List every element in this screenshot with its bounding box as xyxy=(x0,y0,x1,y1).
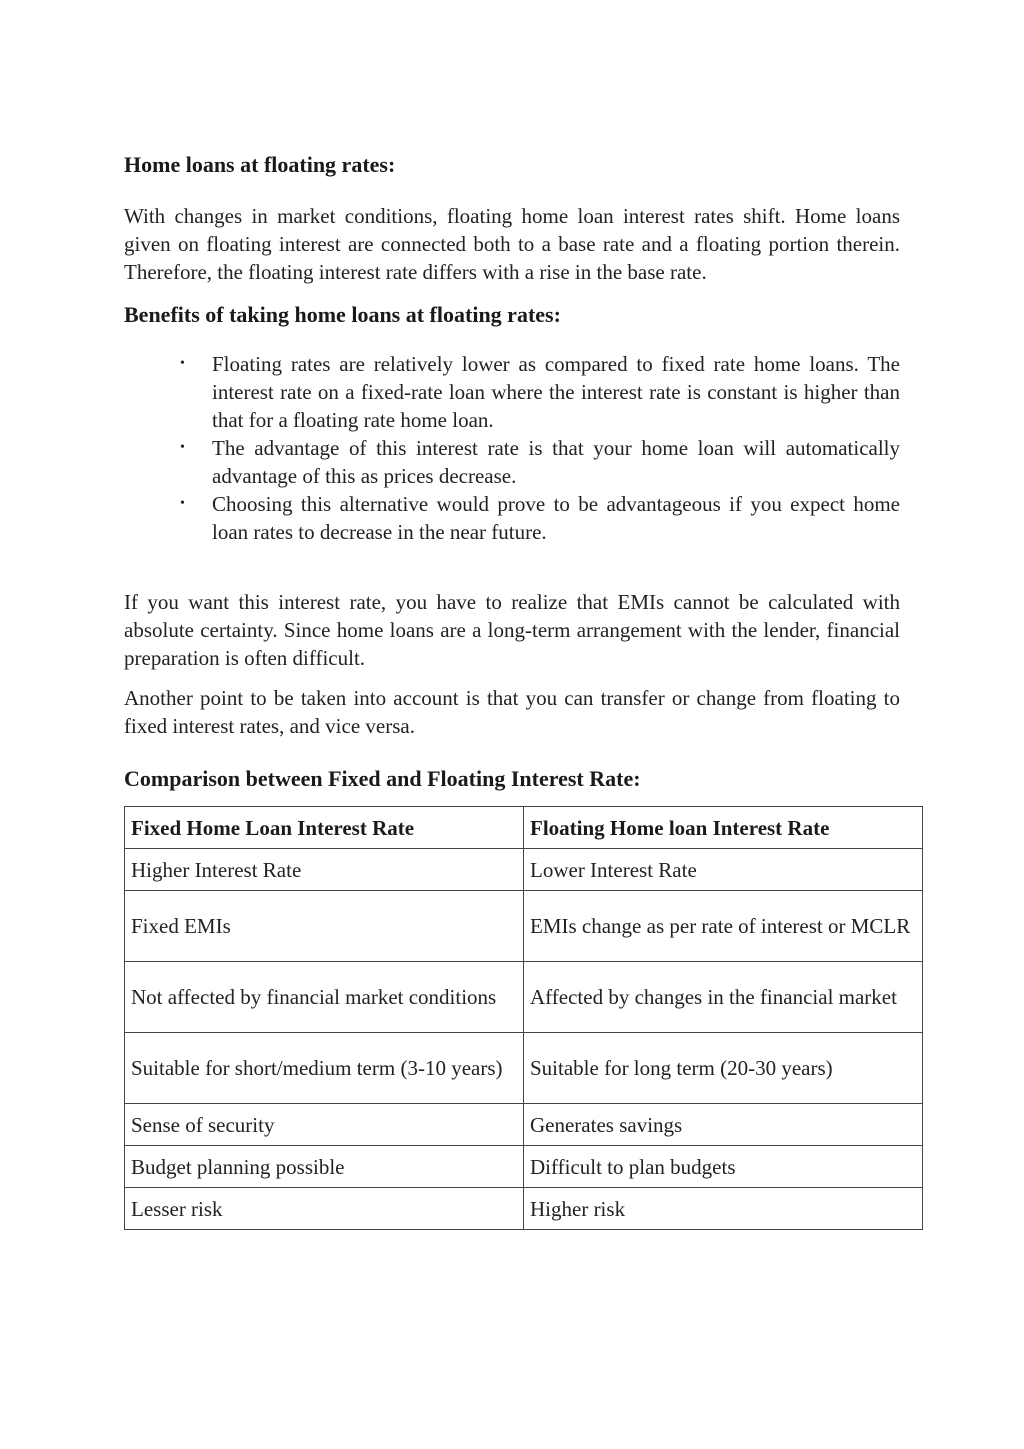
table-row xyxy=(125,1104,923,1146)
comparison-heading: Comparison between Fixed and Floating Interest Rate: xyxy=(124,766,641,791)
table-cell-floating: Generates savings xyxy=(524,1104,923,1146)
table-cell-fixed: Suitable for short/medium term (3-10 years) xyxy=(125,1033,524,1104)
table-row xyxy=(125,849,923,891)
table-cell-fixed: Higher Interest Rate xyxy=(125,849,524,891)
table-row xyxy=(125,891,923,962)
list-item-text: Floating rates are relatively lower as compared to fixed rate home loans. The interest rate on a fixed-rate loan where the interest rate is constant is higher than that for a floating rate home loan. xyxy=(212,352,900,432)
list-item xyxy=(180,434,900,490)
emi-paragraph: If you want this interest rate, you have to realize that EMIs cannot be calculated with absolute certainty. Since home loans are a long-term arrangement with the lender, financial preparation is often difficult. xyxy=(124,590,900,670)
table-cell-floating: Difficult to plan budgets xyxy=(524,1146,923,1188)
table-cell-fixed: Sense of security xyxy=(125,1104,524,1146)
list-item-text: Choosing this alternative would prove to be advantageous if you expect home loan rates to decrease in the near future. xyxy=(212,492,900,544)
table-cell-fixed: Lesser risk xyxy=(125,1188,524,1230)
table-cell-fixed: Fixed EMIs xyxy=(125,891,524,962)
document-page xyxy=(124,148,911,1230)
benefits-heading: Benefits of taking home loans at floating rates: xyxy=(124,302,561,327)
comparison-table xyxy=(124,806,923,1230)
column-header-floating: Floating Home loan Interest Rate xyxy=(524,807,923,849)
list-item xyxy=(180,490,900,546)
table-cell-fixed: Budget planning possible xyxy=(125,1146,524,1188)
table-cell-floating: Affected by changes in the financial market xyxy=(524,962,923,1033)
table-cell-floating: Higher risk xyxy=(524,1188,923,1230)
table-cell-fixed: Not affected by financial market conditions xyxy=(125,962,524,1033)
bullet-icon: • xyxy=(180,356,185,371)
floating-rates-intro: With changes in market conditions, floating home loan interest rates shift. Home loans given on floating interest are connected both to a base rate and a floating portion therein. Therefore, the floating interest rate differs with a rise in the base rate. xyxy=(124,204,900,284)
list-item xyxy=(180,350,900,434)
table-row xyxy=(125,1188,923,1230)
table-cell-floating: EMIs change as per rate of interest or MCLR xyxy=(524,891,923,962)
list-item-text: The advantage of this interest rate is that your home loan will automatically advantage of this as prices decrease. xyxy=(212,436,900,488)
table-header-row xyxy=(125,807,923,849)
table-cell-floating: Lower Interest Rate xyxy=(524,849,923,891)
table-row xyxy=(125,962,923,1033)
table-row xyxy=(125,1146,923,1188)
floating-rates-heading: Home loans at floating rates: xyxy=(124,152,396,177)
table-row xyxy=(125,1033,923,1104)
table-cell-floating: Suitable for long term (20-30 years) xyxy=(524,1033,923,1104)
bullet-icon: • xyxy=(180,496,185,511)
column-header-fixed: Fixed Home Loan Interest Rate xyxy=(125,807,524,849)
bullet-icon: • xyxy=(180,440,185,455)
benefits-list xyxy=(124,350,900,546)
transfer-paragraph: Another point to be taken into account is that you can transfer or change from floating to fixed interest rates, and vice versa. xyxy=(124,686,900,738)
